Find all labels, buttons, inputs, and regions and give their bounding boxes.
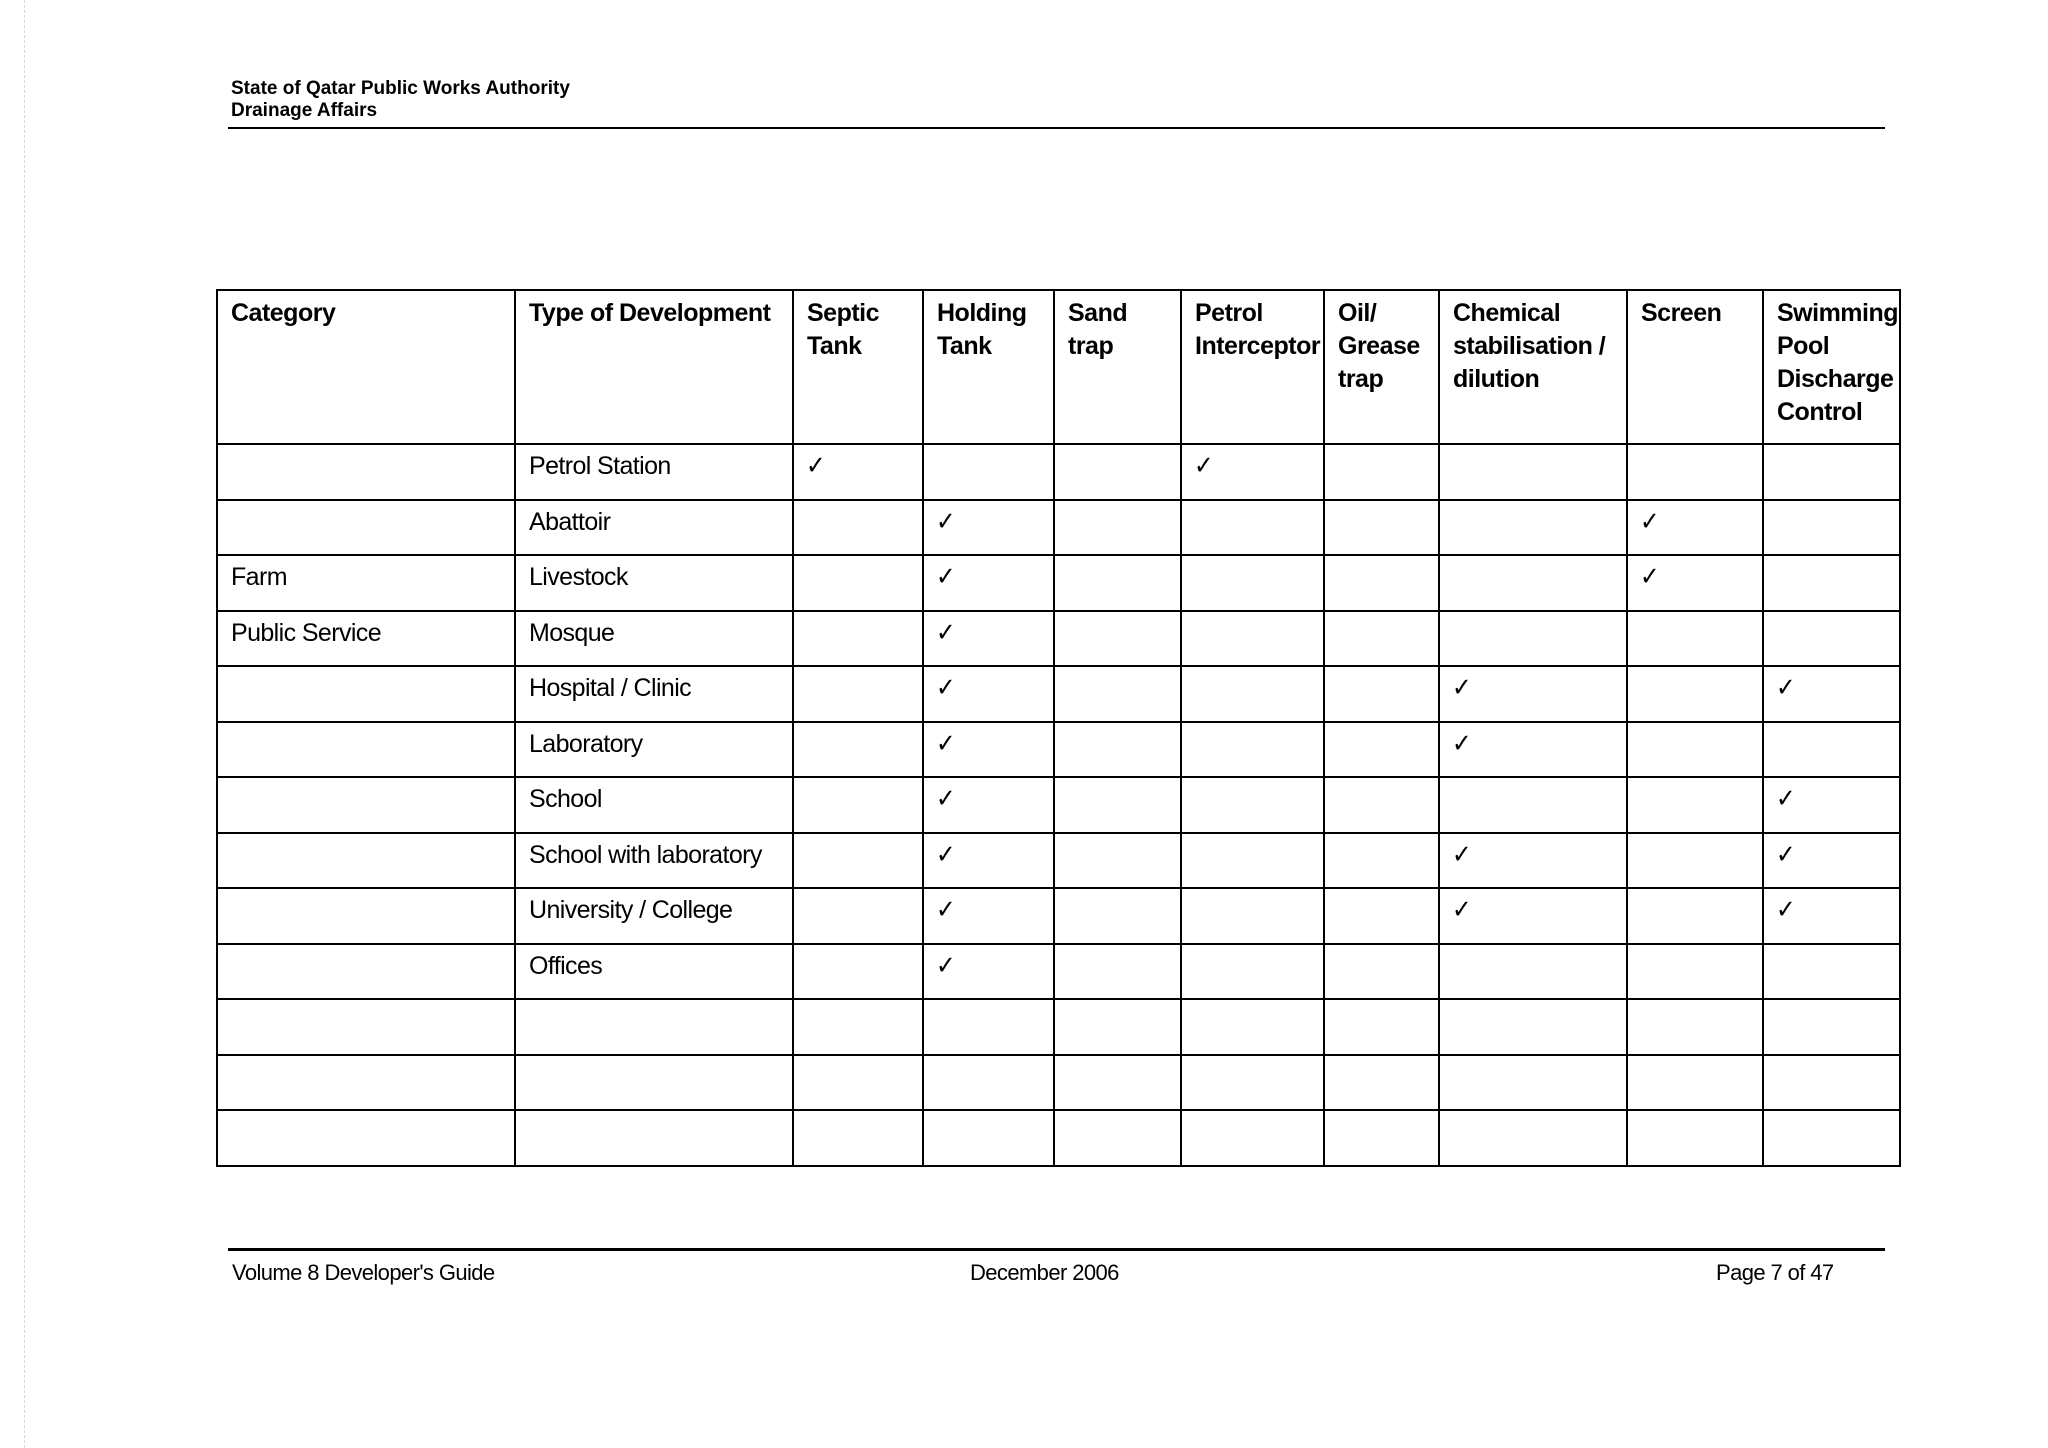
footer-page-number: Page 7 of 47 xyxy=(1716,1260,1834,1285)
cell-screen xyxy=(1627,944,1763,1000)
cell-holding-tank xyxy=(923,555,1054,611)
column-header-swimming-pool-discharge: Swimming Pool Discharge Control xyxy=(1763,290,1900,444)
cell-petrol-interceptor xyxy=(1181,444,1324,500)
cell-sand-trap xyxy=(1054,833,1181,889)
column-header-type-of-development: Type of Development xyxy=(515,290,793,444)
checkmark-icon: ✓ xyxy=(1452,839,1472,870)
footer-volume-title: Volume 8 Developer's Guide xyxy=(232,1260,495,1285)
checkmark-icon: ✓ xyxy=(1640,506,1660,537)
cell-septic-tank xyxy=(793,666,923,722)
cell-petrol-interceptor xyxy=(1181,722,1324,778)
cell-septic-tank xyxy=(793,611,923,667)
checkmark-icon: ✓ xyxy=(936,617,956,648)
checkmark-icon: ✓ xyxy=(936,506,956,537)
cell-sand-trap xyxy=(1054,500,1181,556)
cell-swimming-pool-discharge xyxy=(1763,1055,1900,1111)
column-header-category: Category xyxy=(217,290,515,444)
cell-holding-tank xyxy=(923,777,1054,833)
checkmark-icon: ✓ xyxy=(1452,895,1472,925)
cell-chemical-stabilisation xyxy=(1439,1110,1627,1166)
cell-petrol-interceptor xyxy=(1181,555,1324,611)
cell-screen xyxy=(1627,444,1763,500)
cell-petrol-interceptor xyxy=(1181,999,1324,1055)
cell-screen xyxy=(1627,833,1763,889)
checkmark-icon: ✓ xyxy=(936,562,956,592)
cell-category xyxy=(217,1055,515,1111)
column-header-petrol-interceptor: Petrol Interceptor xyxy=(1181,290,1324,444)
cell-screen xyxy=(1627,777,1763,833)
cell-screen xyxy=(1627,888,1763,944)
cell-type-of-development: Mosque xyxy=(515,611,793,667)
cell-swimming-pool-discharge xyxy=(1763,944,1900,1000)
cell-swimming-pool-discharge xyxy=(1763,777,1900,833)
cell-oil-grease-trap xyxy=(1324,722,1439,778)
cell-sand-trap xyxy=(1054,888,1181,944)
cell-sand-trap xyxy=(1054,944,1181,1000)
cell-holding-tank xyxy=(923,444,1054,500)
table-row xyxy=(217,666,1900,722)
table-header-row xyxy=(217,290,1900,444)
table-body xyxy=(217,444,1900,1166)
column-header-septic-tank: Septic Tank xyxy=(793,290,923,444)
cell-chemical-stabilisation xyxy=(1439,777,1627,833)
cell-petrol-interceptor xyxy=(1181,833,1324,889)
cell-petrol-interceptor xyxy=(1181,500,1324,556)
column-header-holding-tank: Holding Tank xyxy=(923,290,1054,444)
cell-chemical-stabilisation xyxy=(1439,666,1627,722)
cell-holding-tank xyxy=(923,666,1054,722)
cell-chemical-stabilisation xyxy=(1439,500,1627,556)
cell-swimming-pool-discharge xyxy=(1763,611,1900,667)
cell-category xyxy=(217,444,515,500)
footer-date: December 2006 xyxy=(970,1260,1119,1285)
table-row xyxy=(217,555,1900,611)
checkmark-icon: ✓ xyxy=(1452,673,1472,703)
cell-holding-tank xyxy=(923,944,1054,1000)
cell-oil-grease-trap xyxy=(1324,833,1439,889)
cell-type-of-development: School xyxy=(515,777,793,833)
cell-petrol-interceptor xyxy=(1181,1055,1324,1111)
checkmark-icon: ✓ xyxy=(1640,562,1660,592)
table-row xyxy=(217,611,1900,667)
cell-septic-tank xyxy=(793,833,923,889)
column-header-screen: Screen xyxy=(1627,290,1763,444)
table-header xyxy=(217,290,1900,444)
checkmark-icon: ✓ xyxy=(1776,895,1796,925)
table-row xyxy=(217,1110,1900,1166)
cell-oil-grease-trap xyxy=(1324,944,1439,1000)
checkmark-icon: ✓ xyxy=(1194,451,1214,481)
checkmark-icon: ✓ xyxy=(936,728,956,759)
cell-chemical-stabilisation xyxy=(1439,1055,1627,1111)
checkmark-icon: ✓ xyxy=(936,839,956,870)
cell-septic-tank xyxy=(793,555,923,611)
cell-holding-tank xyxy=(923,500,1054,556)
checkmark-icon: ✓ xyxy=(1452,728,1472,759)
cell-screen xyxy=(1627,500,1763,556)
cell-type-of-development: Hospital / Clinic xyxy=(515,666,793,722)
cell-category xyxy=(217,833,515,889)
column-header-chemical-stabilisation: Chemical stabilisation / dilution xyxy=(1439,290,1627,444)
cell-category xyxy=(217,1110,515,1166)
cell-petrol-interceptor xyxy=(1181,611,1324,667)
checkmark-icon: ✓ xyxy=(936,950,956,981)
table-row xyxy=(217,1055,1900,1111)
cell-septic-tank xyxy=(793,444,923,500)
cell-screen xyxy=(1627,666,1763,722)
development-requirements-table xyxy=(216,289,1901,1167)
cell-category xyxy=(217,888,515,944)
cell-swimming-pool-discharge xyxy=(1763,555,1900,611)
cell-holding-tank xyxy=(923,1055,1054,1111)
cell-type-of-development xyxy=(515,1110,793,1166)
checkmark-icon: ✓ xyxy=(936,673,956,703)
cell-swimming-pool-discharge xyxy=(1763,666,1900,722)
cell-oil-grease-trap xyxy=(1324,1055,1439,1111)
cell-chemical-stabilisation xyxy=(1439,888,1627,944)
cell-petrol-interceptor xyxy=(1181,944,1324,1000)
cell-sand-trap xyxy=(1054,444,1181,500)
cell-holding-tank xyxy=(923,888,1054,944)
column-header-sand-trap: Sand trap xyxy=(1054,290,1181,444)
checkmark-icon: ✓ xyxy=(1776,839,1796,870)
cell-septic-tank xyxy=(793,500,923,556)
cell-swimming-pool-discharge xyxy=(1763,722,1900,778)
cell-swimming-pool-discharge xyxy=(1763,888,1900,944)
cell-type-of-development: Livestock xyxy=(515,555,793,611)
cell-type-of-development xyxy=(515,1055,793,1111)
cell-chemical-stabilisation xyxy=(1439,833,1627,889)
cell-petrol-interceptor xyxy=(1181,777,1324,833)
cell-chemical-stabilisation xyxy=(1439,999,1627,1055)
cell-oil-grease-trap xyxy=(1324,444,1439,500)
cell-septic-tank xyxy=(793,888,923,944)
cell-sand-trap xyxy=(1054,611,1181,667)
cell-oil-grease-trap xyxy=(1324,1110,1439,1166)
cell-oil-grease-trap xyxy=(1324,777,1439,833)
table-row xyxy=(217,999,1900,1055)
cell-sand-trap xyxy=(1054,1110,1181,1166)
document-header xyxy=(231,78,570,122)
cell-sand-trap xyxy=(1054,555,1181,611)
cell-type-of-development: University / College xyxy=(515,888,793,944)
checkmark-icon: ✓ xyxy=(936,784,956,814)
cell-screen xyxy=(1627,1055,1763,1111)
header-divider xyxy=(228,127,1885,129)
header-authority: State of Qatar Public Works Authority xyxy=(231,78,570,99)
cell-type-of-development: Offices xyxy=(515,944,793,1000)
cell-septic-tank xyxy=(793,722,923,778)
cell-oil-grease-trap xyxy=(1324,500,1439,556)
cell-sand-trap xyxy=(1054,999,1181,1055)
cell-chemical-stabilisation xyxy=(1439,611,1627,667)
cell-sand-trap xyxy=(1054,722,1181,778)
cell-category xyxy=(217,777,515,833)
checkmark-icon: ✓ xyxy=(1776,673,1796,703)
cell-holding-tank xyxy=(923,722,1054,778)
cell-oil-grease-trap xyxy=(1324,666,1439,722)
cell-category xyxy=(217,944,515,1000)
table-row xyxy=(217,444,1900,500)
cell-chemical-stabilisation xyxy=(1439,555,1627,611)
header-department: Drainage Affairs xyxy=(231,100,378,121)
cell-screen xyxy=(1627,722,1763,778)
cell-sand-trap xyxy=(1054,666,1181,722)
cell-swimming-pool-discharge xyxy=(1763,500,1900,556)
cell-chemical-stabilisation xyxy=(1439,444,1627,500)
page-margin-rule xyxy=(24,0,26,1448)
cell-chemical-stabilisation xyxy=(1439,722,1627,778)
table-row xyxy=(217,500,1900,556)
table-row xyxy=(217,944,1900,1000)
cell-sand-trap xyxy=(1054,1055,1181,1111)
cell-swimming-pool-discharge xyxy=(1763,833,1900,889)
cell-septic-tank xyxy=(793,999,923,1055)
cell-swimming-pool-discharge xyxy=(1763,999,1900,1055)
checkmark-icon: ✓ xyxy=(1776,784,1796,814)
checkmark-icon: ✓ xyxy=(936,895,956,925)
table-row xyxy=(217,722,1900,778)
cell-holding-tank xyxy=(923,999,1054,1055)
cell-type-of-development: Abattoir xyxy=(515,500,793,556)
cell-holding-tank xyxy=(923,833,1054,889)
cell-swimming-pool-discharge xyxy=(1763,444,1900,500)
cell-category xyxy=(217,722,515,778)
cell-septic-tank xyxy=(793,1055,923,1111)
cell-type-of-development xyxy=(515,999,793,1055)
cell-screen xyxy=(1627,999,1763,1055)
cell-septic-tank xyxy=(793,944,923,1000)
cell-petrol-interceptor xyxy=(1181,1110,1324,1166)
table-row xyxy=(217,777,1900,833)
table-row xyxy=(217,833,1900,889)
column-header-oil-grease-trap: Oil/ Grease trap xyxy=(1324,290,1439,444)
cell-category xyxy=(217,666,515,722)
cell-petrol-interceptor xyxy=(1181,666,1324,722)
cell-sand-trap xyxy=(1054,777,1181,833)
cell-category xyxy=(217,500,515,556)
cell-oil-grease-trap xyxy=(1324,555,1439,611)
cell-swimming-pool-discharge xyxy=(1763,1110,1900,1166)
checkmark-icon: ✓ xyxy=(806,451,826,481)
cell-holding-tank xyxy=(923,611,1054,667)
cell-category: Public Service xyxy=(217,611,515,667)
cell-chemical-stabilisation xyxy=(1439,944,1627,1000)
cell-screen xyxy=(1627,555,1763,611)
cell-septic-tank xyxy=(793,777,923,833)
cell-type-of-development: Petrol Station xyxy=(515,444,793,500)
cell-category xyxy=(217,999,515,1055)
cell-oil-grease-trap xyxy=(1324,888,1439,944)
cell-septic-tank xyxy=(793,1110,923,1166)
cell-type-of-development: Laboratory xyxy=(515,722,793,778)
cell-oil-grease-trap xyxy=(1324,611,1439,667)
cell-petrol-interceptor xyxy=(1181,888,1324,944)
cell-category: Farm xyxy=(217,555,515,611)
footer-divider xyxy=(228,1248,1885,1251)
cell-type-of-development: School with laboratory xyxy=(515,833,793,889)
cell-screen xyxy=(1627,611,1763,667)
table-row xyxy=(217,888,1900,944)
cell-screen xyxy=(1627,1110,1763,1166)
cell-oil-grease-trap xyxy=(1324,999,1439,1055)
cell-holding-tank xyxy=(923,1110,1054,1166)
